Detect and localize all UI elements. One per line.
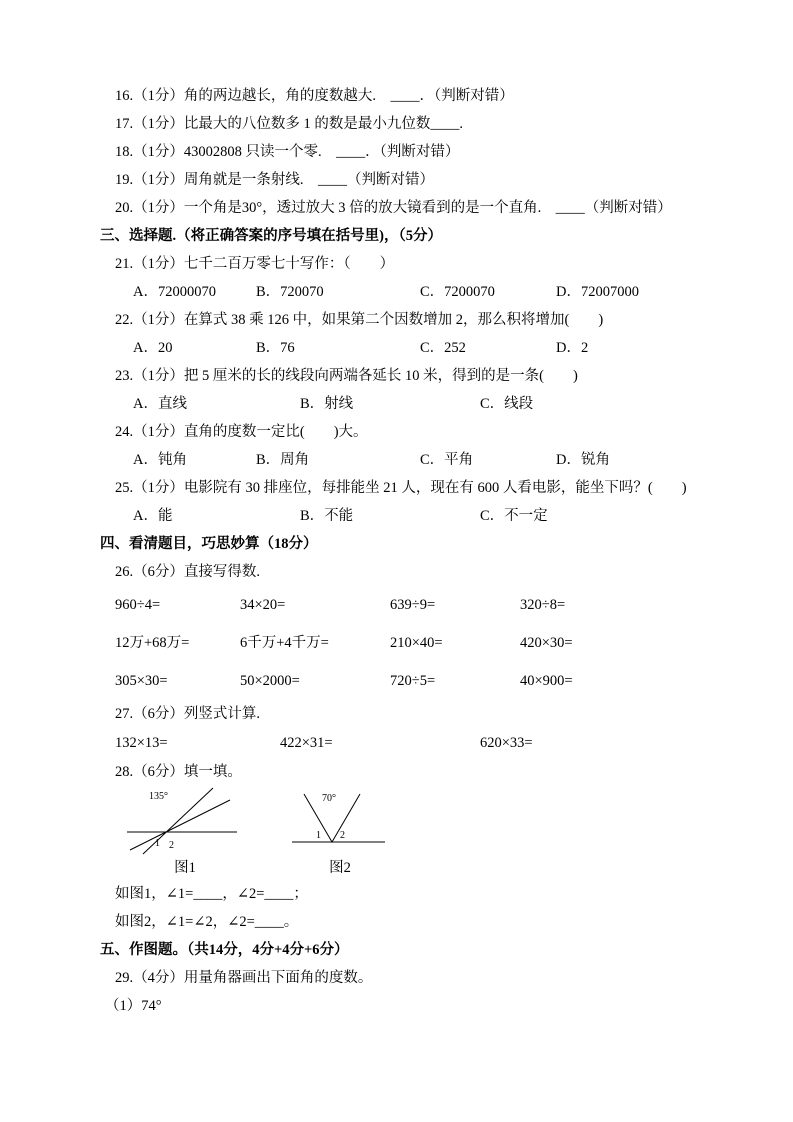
calc-item: 420×30= — [520, 635, 573, 651]
figure-1-drawing — [125, 786, 245, 856]
fig2-angle-label: 70° — [322, 793, 336, 804]
q26-stem: 26.（6分）直接写得数. — [115, 564, 260, 580]
q28-stem: 28.（6分）填一填。 — [115, 764, 242, 780]
judge-item-18: 18.（1分）43002808 只读一个零. ____．（判断对错） — [115, 144, 460, 160]
q25-option-a: A．能 — [133, 508, 173, 524]
calc-item: 422×31= — [280, 735, 333, 751]
q21-option-a: A．72000070 — [133, 284, 216, 300]
q25-stem: 25.（1分）电影院有 30 排座位，每排能坐 21 人，现在有 600 人看电影，能坐下吗？( ) — [115, 480, 687, 496]
calc-item: 40×900= — [520, 673, 573, 689]
q22-options — [133, 334, 723, 362]
q28-figures — [125, 786, 723, 880]
fig2-right-ray — [332, 794, 360, 842]
q29-sub1: （1）74° — [105, 998, 162, 1014]
figure2-caption: 图2 — [329, 860, 351, 876]
q24-option-c: C．平角 — [420, 452, 474, 468]
q26-row-1 — [115, 586, 723, 624]
figure-1 — [125, 786, 245, 880]
q27-stem: 27.（6分）列竖式计算. — [115, 706, 260, 722]
q29-stem: 29.（4分）用量角器画出下面角的度数。 — [115, 970, 373, 986]
fig1-angle-label: 135° — [149, 791, 168, 802]
calc-item: 320÷8= — [520, 597, 566, 613]
q23-option-c: C．线段 — [480, 396, 534, 412]
calc-item: 639÷9= — [390, 597, 436, 613]
calc-item: 960÷4= — [115, 597, 161, 613]
q22-stem: 22.（1分）在算式 38 乘 126 中，如果第二个因数增加 2，那么积将增加( ) — [115, 312, 604, 328]
q27-items — [115, 728, 723, 758]
judge-item-19: 19.（1分）周角就是一条射线. ____（判断对错） — [115, 172, 434, 188]
q21-option-d: D．72007000 — [556, 284, 639, 300]
section-calc-heading: 四、看清题目，巧思妙算（18分） — [100, 536, 318, 552]
fig1-angle1-mark: 1 — [155, 838, 160, 849]
fig2-angle1-mark: 1 — [316, 830, 321, 841]
calc-item: 305×30= — [115, 673, 168, 689]
figure-2-drawing — [290, 786, 390, 856]
fig2-angle2-mark: 2 — [340, 830, 345, 841]
q25-option-c: C．不一定 — [480, 508, 548, 524]
q26-row-2 — [115, 624, 723, 662]
q23-options — [133, 390, 723, 418]
q25-options — [133, 502, 723, 530]
calc-item: 34×20= — [240, 597, 286, 613]
q23-stem: 23.（1分）把 5 厘米的长的线段向两端各延长 10 米，得到的是一条( ) — [115, 368, 578, 384]
q21-options — [133, 278, 723, 306]
calc-item: 6千万+4千万= — [240, 635, 329, 651]
q22-option-d: D．2 — [556, 340, 589, 356]
fig1-shallow-line — [130, 800, 230, 850]
q21-option-b: B．720070 — [256, 284, 324, 300]
calc-item: 720÷5= — [390, 673, 436, 689]
figure-2 — [290, 786, 390, 880]
q21-stem: 21.（1分）七千二百万零七十写作：（ ） — [115, 256, 395, 272]
q24-option-d: D．锐角 — [556, 452, 610, 468]
section-draw-heading: 五、作图题。（共14分，4分+4分+6分） — [100, 942, 349, 958]
q24-option-b: B．周角 — [256, 452, 310, 468]
q21-option-c: C．7200070 — [420, 284, 495, 300]
q28-fill-line-1: 如图1，∠1=____，∠2=____； — [115, 886, 308, 902]
q22-option-a: A．20 — [133, 340, 173, 356]
section-choice-heading: 三、选择题.（将正确答案的序号填在括号里)，（5分） — [100, 228, 442, 244]
fig1-angle2-mark: 2 — [169, 840, 174, 851]
q25-option-b: B．不能 — [300, 508, 354, 524]
q26-row-3 — [115, 662, 723, 700]
calc-item: 12万+68万= — [115, 635, 190, 651]
calc-item: 132×13= — [115, 735, 168, 751]
calc-item: 210×40= — [390, 635, 443, 651]
q22-option-b: B．76 — [256, 340, 295, 356]
judge-item-20: 20.（1分）一个角是30°，透过放大 3 倍的放大镜看到的是一个直角. ____（判断对错） — [115, 200, 672, 216]
q24-option-a: A．钝角 — [133, 452, 187, 468]
q23-option-a: A．直线 — [133, 396, 187, 412]
q24-options — [133, 446, 723, 474]
judge-item-17: 17.（1分）比最大的八位数多 1 的数是最小九位数____. — [115, 116, 463, 132]
q23-option-b: B．射线 — [300, 396, 354, 412]
q24-stem: 24.（1分）直角的度数一定比( )大。 — [115, 424, 368, 440]
figure1-caption: 图1 — [174, 860, 196, 876]
q28-fill-line-2: 如图2，∠1=∠2，∠2=____。 — [115, 914, 299, 930]
q26-grid — [115, 586, 723, 700]
q22-option-c: C．252 — [420, 340, 466, 356]
judge-item-16: 16.（1分）角的两边越长，角的度数越大. ____．（判断对错） — [115, 88, 514, 104]
calc-item: 50×2000= — [240, 673, 300, 689]
calc-item: 620×33= — [480, 735, 533, 751]
